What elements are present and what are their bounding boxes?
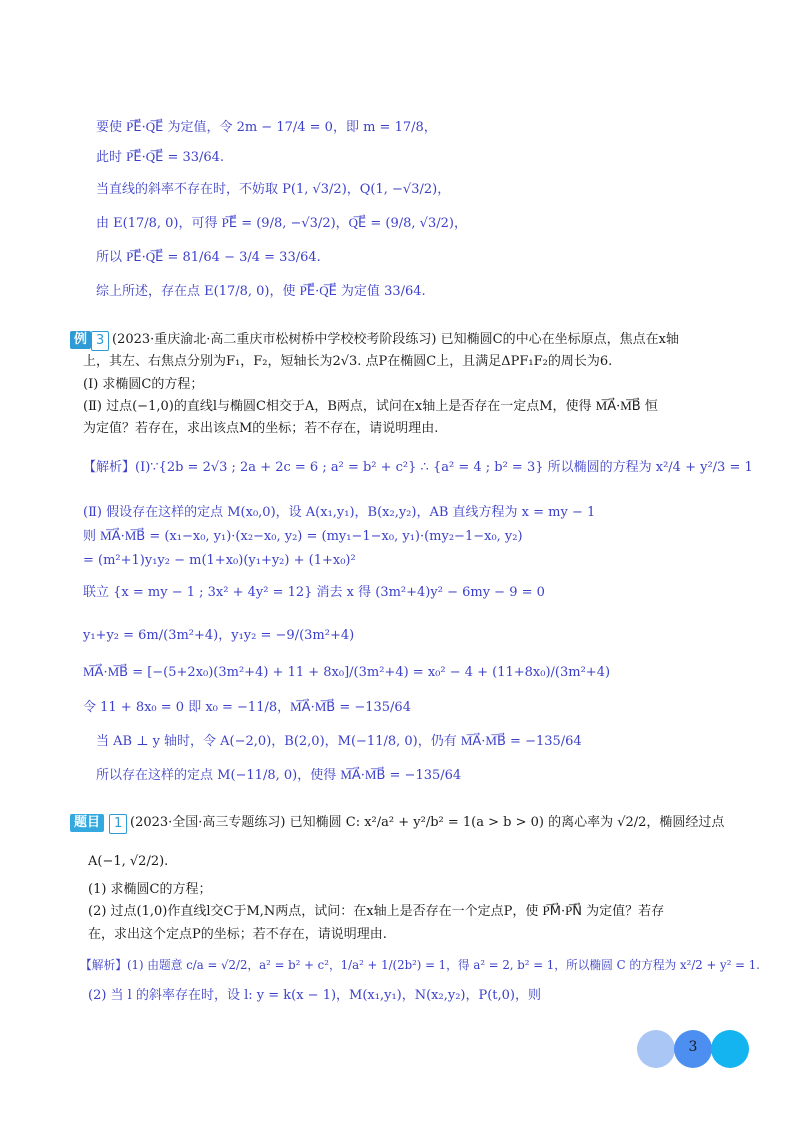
solution-line: 所以存在这样的定点 M(−11/8, 0)，使得 M͞A⃗·M͞B⃗ = −135/64 (96, 768, 462, 783)
solution-line: 则 M͞A⃗·M͞B⃗ = (x₁−x₀, y₁)·(x₂−x₀, y₂) = (my₁−1−x₀, y₁)·(my₂−1−x₀, y₂) (83, 529, 523, 544)
question-line: 在，求出这个定点P的坐标；若不存在，请说明理由. (88, 927, 387, 942)
solution-line: 此时 P͞E⃗·Q͞E⃗ = 33/64. (96, 150, 225, 165)
badge-circle-light (637, 1030, 675, 1068)
solution-line: 要使 P͞E⃗·Q͞E⃗ 为定值，令 2m − 17/4 = 0，即 m = 17/8， (96, 120, 437, 135)
solution-line: 当直线的斜率不存在时，不妨取 P(1, √3/2)，Q(1, −√3/2)， (96, 182, 451, 197)
solution-line: 由 E(17/8, 0)，可得 P͞E⃗ = (9/8, −√3/2)，Q͞E⃗ = (9/8, √3/2)， (96, 216, 467, 231)
solution-line: = (m²+1)y₁y₂ − m(1+x₀)(y₁+y₂) + (1+x₀)² (83, 553, 356, 568)
question-line: (1) 求椭圆C的方程； (88, 882, 212, 897)
solution-line: 【解析】(1) 由题意 c/a = √2/2，a² = b² + c²，1/a² + 1/(2b²) = 1，得 a² = 2, b² = 1，所以椭圆 C 的方程为 x²/2 + y² = 1. (80, 958, 760, 972)
solution-line: 所以 P͞E⃗·Q͞E⃗ = 81/64 − 3/4 = 33/64. (96, 250, 321, 265)
example-number: 3 (91, 331, 109, 351)
example-tag: 例 (70, 331, 91, 349)
solution-line: 联立 {x = my − 1 ; 3x² + 4y² = 12} 消去 x 得 (3m²+4)y² − 6my − 9 = 0 (83, 585, 545, 600)
question-line: 上，其左、右焦点分别为F₁，F₂，短轴长为2√3. 点P在椭圆C上，且满足ΔPF₁F₂的周长为6. (83, 354, 613, 369)
question-line: A(−1, √2/2). (88, 854, 169, 869)
solution-line: 【解析】(Ⅰ)∵{2b = 2√3 ; 2a + 2c = 6 ; a² = b² + c²} ∴ {a² = 4 ; b² = 3} 所以椭圆的方程为 x²/4 + y²/3 = 1 (83, 460, 753, 475)
solution-line: 当 AB ⊥ y 轴时，令 A(−2,0)，B(2,0)，M(−11/8, 0)，仍有 M͞A⃗·M͞B⃗ = −135/64 (96, 734, 582, 749)
solution-line: (Ⅱ) 假设存在这样的定点 M(x₀,0)，设 A(x₁,y₁)，B(x₂,y₂)，AB 直线方程为 x = my − 1 (83, 505, 596, 520)
solution-line: 综上所述，存在点 E(17/8, 0)，使 P͞E⃗·Q͞E⃗ 为定值 33/64. (96, 284, 426, 299)
question-line: (I) 求椭圆C的方程； (83, 377, 204, 392)
question-line: (2) 过点(1,0)作直线l交C于M,N两点，试问：在x轴上是否存在一个定点P，使 P͞M⃗·P͞N⃗ 为定值？若存 (88, 904, 665, 919)
topic-number: 1 (109, 814, 127, 834)
question-line: (2023·重庆渝北·高二重庆市松树桥中学校校考阶段练习) 已知椭圆C的中心在坐标原点，焦点在x轴 (112, 332, 679, 347)
solution-line: M͞A⃗·M͞B⃗ = [−(5+2x₀)(3m²+4) + 11 + 8x₀]/(3m²+4) = x₀² − 4 + (11+8x₀)/(3m²+4) (83, 665, 611, 680)
question-line: (2023·全国·高三专题练习) 已知椭圆 C: x²/a² + y²/b² = 1(a > b > 0) 的离心率为 √2/2，椭圆经过点 (130, 815, 725, 830)
question-line: 为定值？若存在，求出该点M的坐标；若不存在，请说明理由. (83, 421, 439, 436)
badge-circle-cyan (711, 1030, 749, 1068)
question-line: (Ⅱ) 过点(−1,0)的直线l与椭圆C相交于A，B两点，试问在x轴上是否存在一定点M，使得 M͞A⃗·M͞B⃗ 恒 (83, 399, 658, 414)
solution-line: 令 11 + 8x₀ = 0 即 x₀ = −11/8，M͞A⃗·M͞B⃗ = −135/64 (83, 700, 411, 715)
solution-line: (2) 当 l 的斜率存在时，设 l: y = k(x − 1)，M(x₁,y₁)，N(x₂,y₂)，P(t,0)，则 (88, 988, 542, 1003)
page-number: 3 (688, 1039, 698, 1055)
topic-tag: 题目 (70, 814, 104, 832)
solution-line: y₁+y₂ = 6m/(3m²+4)，y₁y₂ = −9/(3m²+4) (83, 628, 355, 643)
